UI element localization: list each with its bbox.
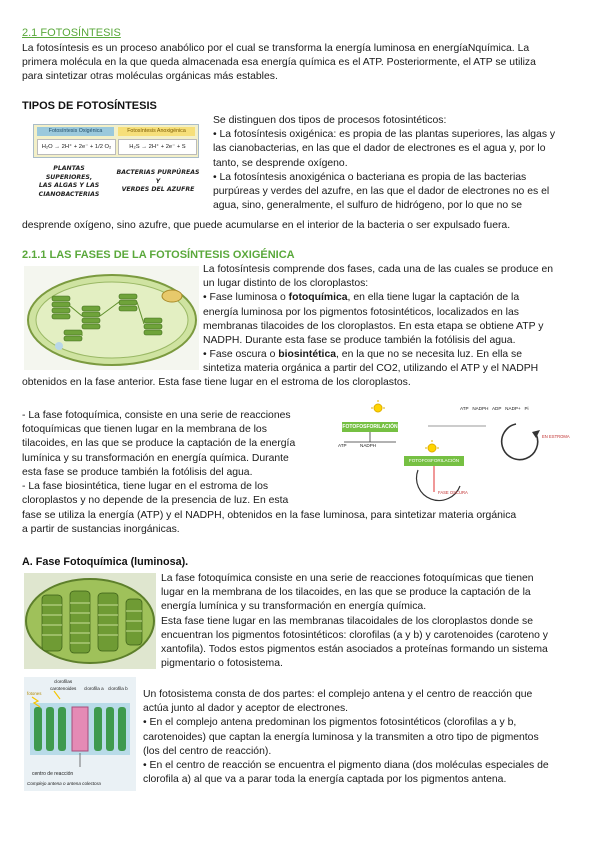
text-line: Se distinguen dos tipos de procesos fotosintéticos: xyxy=(213,115,447,126)
text-line: Esta fase tiene lugar en las membranas tilacoidales de los cloroplastos donde se xyxy=(161,615,533,627)
text-line: xantofila). Todos estos pigmentos están asociados a proteínas formando un sistema xyxy=(161,644,548,656)
bold-term: biosintética xyxy=(278,349,337,361)
section-title-fotosintesis: 2.1 FOTOSÍNTESIS xyxy=(22,27,121,39)
anoxigenica-equation: H₂S → 2H⁺ + 2e⁻ + S xyxy=(118,139,197,155)
chloroplast-svg xyxy=(24,266,199,370)
fases-text xyxy=(203,263,583,377)
fases-left-tail xyxy=(22,509,592,537)
label-carotenoides: carotenoides xyxy=(50,686,77,691)
photophosphorylation-box-2: FOTOFOSFORILACIÓN xyxy=(408,458,460,463)
antenna-complex-figure xyxy=(24,677,136,791)
hand-line: LAS ALGAS Y LAS xyxy=(38,182,100,189)
text-line: lugar en la membrana de los tilacoides, en las que se produce la captación de la xyxy=(161,587,531,599)
text-line: • La fotosíntesis oxigénica: es propia de las plantas superiores, las algas y xyxy=(213,129,556,141)
text-line: clorofila a) al que va a parar toda la energía captada por los pigmentos antena. xyxy=(143,774,507,786)
text-line: (los del centro de reacción). xyxy=(143,745,272,757)
fase-oscura-line xyxy=(203,348,583,362)
tipos-heading: TIPOS DE FOTOSÍNTESIS xyxy=(22,100,157,112)
label-clorofilas: clorofilas xyxy=(54,679,73,684)
text-line: agua, sino, generalmente, el sulfuro de hidrógeno, por lo que no se xyxy=(213,200,523,212)
text-line: actúa junto al dador y aceptor de electrones. xyxy=(143,703,349,715)
hand-line: PLANTAS SUPERIORES, xyxy=(45,165,93,181)
phase-diagram-svg xyxy=(336,400,581,504)
text-line: sintetiza materia orgánica a partir del CO2, utilizando el ATP y el NADPH xyxy=(203,363,539,375)
handwritten-note-left xyxy=(30,165,108,199)
top-cycle-labels: ATP NADPH ADP NADP+ Pi xyxy=(460,406,529,411)
hand-line: CIANOBACTERIAS xyxy=(38,190,100,198)
text-line: a partir de sustancias inorgánicas. xyxy=(22,524,180,536)
fase-luminosa-line xyxy=(203,291,583,305)
text-line: lumínica y su transformación en energía química. Durante xyxy=(22,452,289,464)
oxigenica-equation: H₂O → 2H⁺ + 2e⁻ + 1/2 O₂ xyxy=(37,139,116,155)
hand-line: BACTERIAS PURPÚREAS Y xyxy=(116,169,200,185)
tipos-tail: desprende oxígeno, sino azufre, que puede acumularse en el interior de la bacteria o ser expulsado fuera. xyxy=(22,220,511,231)
text-line: - La fase fotoquímica, consiste en una serie de reacciones xyxy=(22,410,291,421)
text-line: tilacoides, en las que se produce la captación de la energía xyxy=(22,438,296,450)
text-line: Un fotosistema consta de dos partes: el complejo antena y el centro de reacción que xyxy=(143,689,533,700)
text-line: pigmentario o fotosistema. xyxy=(161,658,283,670)
text-line: encuentran los pigmentos fotosintéticos: clorofilas (a y b) y carotenoides (caroteno y xyxy=(161,629,548,641)
nadph-label: NADPH xyxy=(360,443,377,448)
text-line: - La fase biosintética, tiene lugar en el estroma de los xyxy=(22,481,269,493)
text-line: cloroplastos y no depende de la presencia de luz. En esta xyxy=(22,495,289,507)
text-line: esta fase se produce también la fotólisis del agua. xyxy=(22,466,253,478)
fotosistema-text xyxy=(143,688,588,787)
text-span: • Fase luminosa o xyxy=(203,292,289,304)
fases-tail: obtenidos en la fase anterior. Esta fase tiene lugar en el estroma de los cloroplastos. xyxy=(22,377,411,388)
bold-term: fotoquímica xyxy=(288,292,348,304)
text-line: primera molécula en la que queda almacenada esa energía química es el ATP. Posteriormente, el ATP se utiliza xyxy=(22,57,536,69)
text-line: NADPH. Durante esta fase se produce también la fotólisis del agua. xyxy=(203,335,516,347)
tipos-figure xyxy=(30,118,202,200)
thylakoid-image xyxy=(24,573,156,669)
equations-box xyxy=(33,124,199,158)
text-line: • En el centro de reacción se encuentra el pigmento diana (dos moléculas especiales de xyxy=(143,760,549,772)
text-line: un lugar distinto de los cloroplastos: xyxy=(203,278,369,290)
intro-paragraph xyxy=(22,42,582,85)
text-line: carotenoides) que captan la energía luminosa y la transmiten a otro tipo de pigmentos xyxy=(143,731,539,743)
text-line: energía lumínica y su transformación en energía química. xyxy=(161,601,427,613)
label-fotones: fotones xyxy=(27,691,42,696)
hand-line: VERDES DEL AZUFRE xyxy=(121,186,195,193)
label-clorofila-a: clorofila a xyxy=(84,686,104,691)
fases-left-block xyxy=(22,409,322,508)
text-line: La fase fotoquímica consiste en una serie de reacciones fotoquímicas que tienen xyxy=(161,573,534,584)
cycle-label: EN ESTROMA xyxy=(542,434,570,439)
text-line: La fotosíntesis comprende dos fases, cada una de las cuales se produce en xyxy=(203,264,554,275)
text-span: • Fase oscura o xyxy=(203,349,279,361)
section-a-text xyxy=(161,572,586,671)
label-centro-reaccion: centro de reacción xyxy=(32,771,74,777)
text-line: La fotosíntesis es un proceso anabólico por el cual se transforma la energía luminosa en energíaNquímica. La xyxy=(22,43,530,54)
section-a-heading: A. Fase Fotoquímica (luminosa). xyxy=(22,556,189,568)
text-line: purpúreas y verdes del azufre, en las que el dador de electrones no es el xyxy=(213,186,550,198)
text-span: , en ella tiene lugar la captación de la xyxy=(347,292,520,304)
text-line: • La fotosíntesis anoxigénica o bacteriana es propia de las bacterias xyxy=(213,171,527,183)
label-clorofila-b: clorofila b xyxy=(108,686,128,691)
text-line: membranas tilacoides de los cloroplastos. En esta etapa se obtiene ATP y xyxy=(203,320,544,332)
fase-oscura-label: FASE OSCURA xyxy=(438,490,468,495)
text-line: tanto, se desprende oxígeno. xyxy=(213,157,348,169)
photophosphorylation-box: FOTOFOSFORILACIÓN xyxy=(342,424,398,430)
atp-label: ATP xyxy=(338,443,347,448)
handwritten-note-right xyxy=(114,169,202,195)
text-line: energía luminosa por los pigmentos fotosintéticos, localizados en las xyxy=(203,306,519,318)
fases-heading: 2.1.1 LAS FASES DE LA FOTOSÍNTESIS OXIGÉNICA xyxy=(22,249,295,261)
tipos-text xyxy=(213,114,583,213)
text-span: , en la que no se necesita luz. En ella se xyxy=(336,349,523,361)
phase-diagram xyxy=(336,400,581,504)
text-line: • En el complejo antena predominan los pigmentos fotosintéticos (clorofilas a y b, xyxy=(143,717,517,729)
oxigenica-label: Fotosíntesis Oxigénica xyxy=(37,127,114,136)
text-line: fase se utiliza la energía (ATP) y el NADPH, obtenidos en la fase luminosa, para sintetizar materia orgánica xyxy=(22,510,517,521)
thylakoid-svg xyxy=(24,573,156,669)
text-line: para sintetizar otras moléculas orgánicas más estables. xyxy=(22,71,278,83)
text-line: las cianobacterias, en las que el dador de electrones es el agua y, por lo xyxy=(213,143,546,155)
chloroplast-illustration xyxy=(24,266,199,370)
text-line: fotoquímicas que tienen lugar en la membrana de los xyxy=(22,424,267,436)
anoxigenica-label: Fotosíntesis Anoxigénica xyxy=(118,127,195,136)
label-complejo-antena: Complejo antena o antena colectora xyxy=(27,781,101,786)
